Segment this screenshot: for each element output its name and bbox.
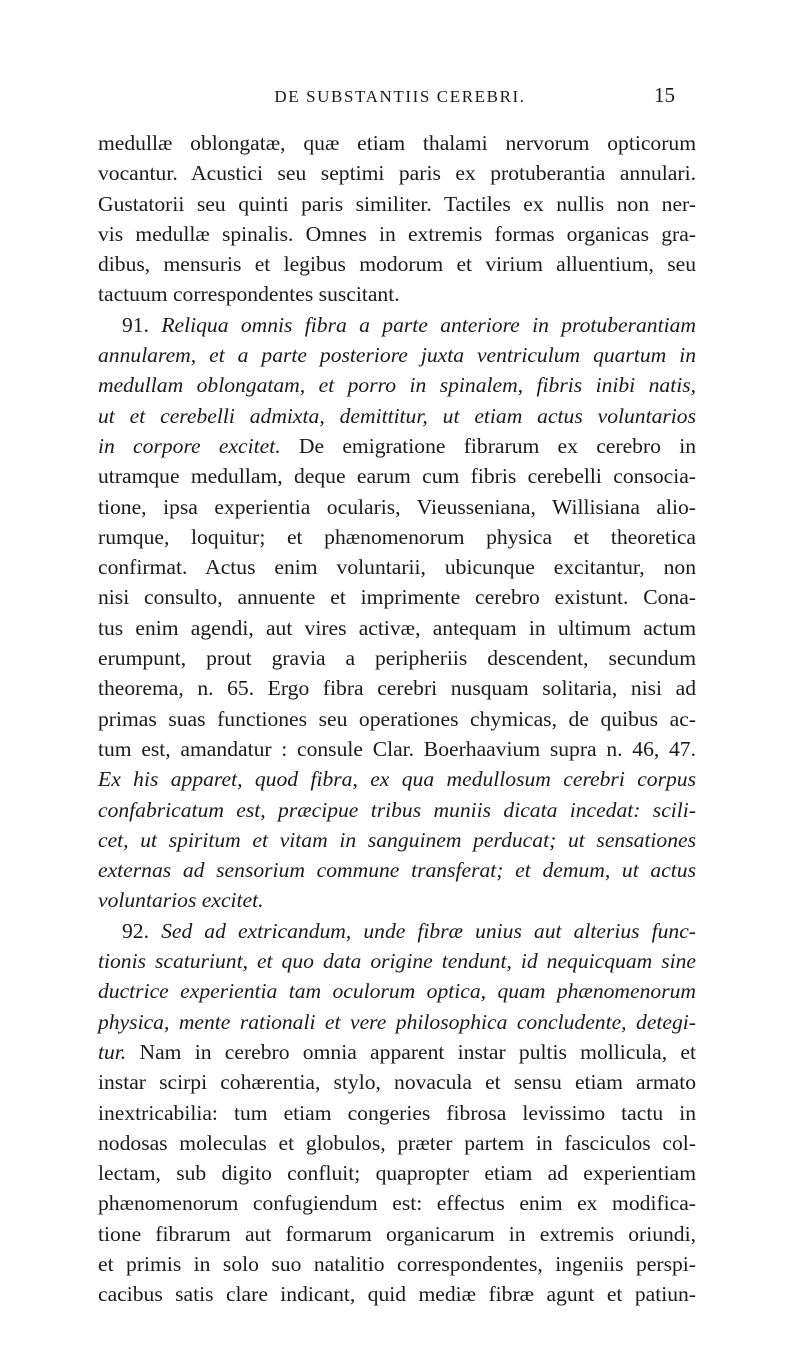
italic-text: Reliqua omnis fibra a parte anteriore in protuberantiam	[161, 312, 696, 337]
italic-text: cet, ut spiritum et vitam in sanguinem perducat; ut sensationes	[98, 827, 696, 852]
italic-text: tionis scaturiunt, et quo data origine tendunt, id nequicquam sine	[98, 949, 696, 974]
text-segment: medullæ oblongatæ, quæ etiam thalami nervorum opticorum	[98, 131, 696, 155]
text-line	[98, 310, 696, 340]
text-line	[98, 1158, 696, 1188]
page-number: 15	[654, 83, 675, 107]
text-segment: cacibus satis clare indicant, quid mediæ fibræ agunt et patiun-	[98, 1282, 696, 1307]
text-segment: Gustatorii seu quinti paris similiter. Tactiles ex nullis non ner-	[98, 191, 696, 216]
running-title: DE SUBSTANTIIS CEREBRI.	[274, 87, 526, 106]
text-line	[98, 673, 696, 703]
text-segment: De emigratione fibrarum ex cerebro in	[280, 433, 696, 458]
italic-text: confabricatum est, præcipue tribus muniis dicata incedat: scili-	[98, 797, 696, 822]
italic-text: ductrice experientia tam oculorum optica, quam phænomenorum	[98, 979, 696, 1004]
text-line	[98, 613, 696, 643]
text-segment: 91.	[122, 312, 162, 337]
italic-text: Sed ad extricandum, unde fibræ unius aut alterius func-	[161, 918, 696, 943]
text-line	[98, 916, 696, 946]
text-line	[98, 1098, 696, 1128]
text-segment: lectam, sub digito confluit; quapropter etiam ad experientiam	[98, 1161, 696, 1186]
text-line	[98, 431, 696, 461]
text-line	[98, 370, 696, 400]
running-head	[0, 83, 800, 117]
italic-text: tur.	[98, 1039, 127, 1064]
text-line	[98, 219, 696, 249]
text-segment: erumpunt, prout gravia a peripheriis descendent, secundum	[98, 646, 696, 671]
text-segment: theorema, n. 65. Ergo fibra cerebri nusquam solitaria, nisi ad	[98, 676, 696, 701]
text-line	[98, 1188, 696, 1218]
text-line	[98, 158, 696, 188]
text-line	[98, 461, 696, 491]
text-line	[98, 734, 696, 764]
text-line	[98, 1249, 696, 1279]
text-line	[98, 764, 696, 794]
text-line	[98, 704, 696, 734]
text-line	[98, 855, 696, 885]
text-line	[98, 552, 696, 582]
text-line	[98, 1007, 696, 1037]
italic-text: externas ad sensorium commune transferat; et demum, ut actus	[98, 858, 696, 883]
text-line	[98, 1128, 696, 1158]
text-line	[98, 249, 696, 279]
text-line	[98, 1067, 696, 1097]
text-line	[98, 582, 696, 612]
text-segment: nodosas moleculas et globulos, præter partem in fasciculos col-	[98, 1130, 696, 1155]
text-segment: vis medullæ spinalis. Omnes in extremis formas organicas gra-	[98, 221, 696, 246]
text-line	[98, 976, 696, 1006]
text-line	[98, 1037, 696, 1067]
italic-text: medullam oblongatam, et porro in spinalem, fibris inibi natis,	[98, 373, 696, 398]
text-line	[98, 492, 696, 522]
text-segment: tus enim agendi, aut vires activæ, antequam in ultimum actum	[98, 615, 696, 640]
text-line	[98, 1219, 696, 1249]
italic-text: Ex his apparet, quod fibra, ex qua medullosum cerebri corpus	[98, 767, 696, 792]
text-segment: rumque, loquitur; et phænomenorum physica et theoretica	[98, 524, 696, 549]
text-segment: 92.	[122, 918, 162, 943]
text-segment: tione fibrarum aut formarum organicarum in extremis oriundi,	[98, 1221, 696, 1246]
text-line	[98, 795, 696, 825]
text-segment: Nam in cerebro omnia apparent instar pultis mollicula, et	[126, 1039, 696, 1064]
text-segment: instar scirpi cohærentia, stylo, novacula et sensu etiam armato	[98, 1070, 696, 1095]
text-segment: tum est, amandatur : consule Clar. Boerhaavium supra n. 46, 47.	[98, 736, 696, 761]
text-segment: vocantur. Acustici seu septimi paris ex protuberantia annulari.	[98, 161, 696, 186]
italic-text: ut et cerebelli admixta, demittitur, ut etiam actus voluntarios	[98, 403, 696, 428]
text-line	[98, 340, 696, 370]
text-line	[98, 1279, 696, 1309]
text-line	[98, 946, 696, 976]
text-line	[98, 189, 696, 219]
text-segment: tactuum correspondentes suscitant.	[98, 282, 400, 307]
body-text	[98, 128, 696, 1310]
italic-text: voluntarios excitet.	[98, 888, 264, 913]
text-line	[98, 401, 696, 431]
text-line	[98, 825, 696, 855]
text-line	[98, 279, 696, 309]
text-segment: tione, ipsa experientia ocularis, Vieusseniana, Willisiana alio-	[98, 494, 696, 519]
text-segment: nisi consulto, annuente et imprimente cerebro existunt. Cona-	[98, 585, 696, 610]
text-line	[98, 643, 696, 673]
text-segment: inextricabilia: tum etiam congeries fibrosa levissimo tactu in	[98, 1100, 696, 1125]
text-segment: utramque medullam, deque earum cum fibris cerebelli consocia-	[98, 464, 696, 489]
text-line	[98, 128, 696, 158]
text-segment: et primis in solo suo natalitio correspondentes, ingeniis perspi-	[98, 1251, 696, 1276]
text-segment: dibus, mensuris et legibus modorum et virium alluentium, seu	[98, 252, 696, 277]
text-segment: primas suas functiones seu operationes chymicas, de quibus ac-	[98, 706, 696, 731]
text-line	[98, 522, 696, 552]
italic-text: in corpore excitet.	[98, 433, 281, 458]
italic-text: physica, mente rationali et vere philosophica concludente, detegi-	[98, 1009, 696, 1034]
italic-text: annularem, et a parte posteriore juxta ventriculum quartum in	[98, 343, 696, 368]
text-segment: confirmat. Actus enim voluntarii, ubicunque excitantur, non	[98, 555, 696, 580]
text-segment: phænomenorum confugiendum est: effectus enim ex modifica-	[98, 1191, 696, 1216]
text-line	[98, 885, 696, 915]
